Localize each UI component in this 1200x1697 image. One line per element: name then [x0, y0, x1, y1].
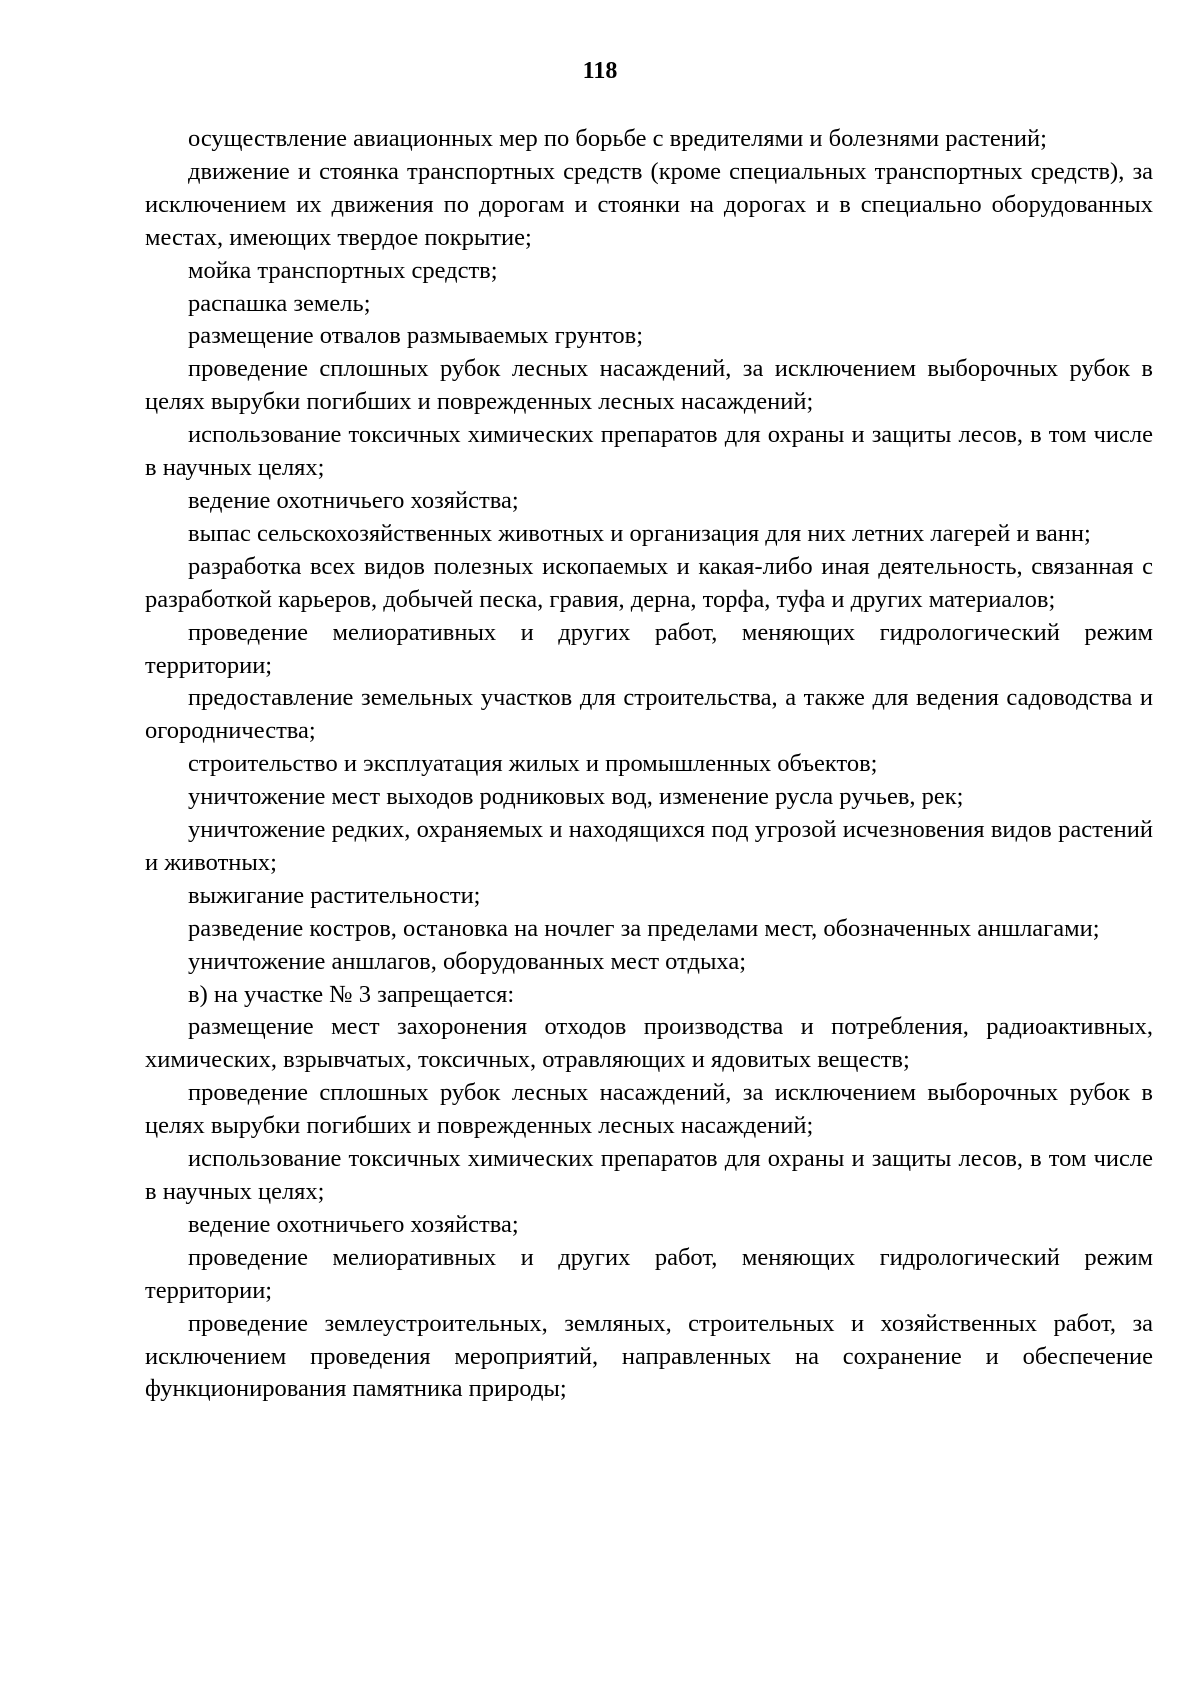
- paragraph: использование токсичных химических препаратов для охраны и защиты лесов, в том числе в научных целях;: [145, 421, 1153, 482]
- paragraph: ведение охотничьего хозяйства;: [188, 1210, 519, 1238]
- paragraph: уничтожение редких, охраняемых и находящихся под угрозой исчезновения видов растений и животных;: [145, 816, 1153, 876]
- paragraph: размещение мест захоронения отходов производства и потребления, радиоактивных, химических, взрывчатых, токсичных, отравляющих и ядовитых веществ;: [145, 1013, 1153, 1074]
- paragraph: мойка транспортных средств;: [188, 256, 498, 284]
- section-heading: в) на участке № 3 запрещается:: [188, 980, 515, 1008]
- paragraph: использование токсичных химических препаратов для охраны и защиты лесов, в том числе в научных целях;: [145, 1145, 1153, 1205]
- paragraph: проведение сплошных рубок лесных насаждений, за исключением выборочных рубок в целях вырубки погибших и поврежденных лесных насаждений;: [145, 355, 1153, 416]
- document-body: [145, 123, 1153, 1406]
- paragraph: уничтожение аншлагов, оборудованных мест отдыха;: [188, 947, 747, 975]
- paragraph: проведение землеустроительных, земляных, строительных и хозяйственных работ, за исключением проведения мероприятий, направленных на сохранение и обеспечение функционирования памятника природы;: [145, 1309, 1153, 1403]
- paragraph: движение и стоянка транспортных средств (кроме специальных транспортных средств), за исключением их движения по дорогам и стоянки на дорогах и в специально оборудованных местах, имеющих твердое покрытие;: [145, 157, 1153, 251]
- page-number: 118: [582, 58, 618, 84]
- paragraph: выпас сельскохозяйственных животных и организация для них летних лагерей и ванн;: [188, 519, 1091, 547]
- paragraph: ведение охотничьего хозяйства;: [188, 486, 519, 514]
- paragraph: выжигание растительности;: [188, 881, 481, 909]
- paragraph: разведение костров, остановка на ночлег за пределами мест, обозначенных аншлагами;: [188, 914, 1100, 942]
- paragraph: проведение мелиоративных и других работ, меняющих гидрологический режим территории;: [145, 1243, 1153, 1304]
- paragraph: разработка всех видов полезных ископаемых и какая-либо иная деятельность, связанная с разработкой карьеров, добычей песка, гравия, дерна, торфа, туфа и других материалов;: [145, 552, 1153, 613]
- paragraph: осуществление авиационных мер по борьбе с вредителями и болезнями растений;: [188, 125, 1047, 152]
- paragraph: размещение отвалов размываемых грунтов;: [188, 322, 644, 350]
- paragraph: распашка земель;: [188, 289, 371, 317]
- paragraph: уничтожение мест выходов родниковых вод, изменение русла ручьев, рек;: [188, 783, 964, 811]
- paragraph: проведение сплошных рубок лесных насаждений, за исключением выборочных рубок в целях вырубки погибших и поврежденных лесных насаждений;: [145, 1079, 1153, 1140]
- paragraph: проведение мелиоративных и других работ, меняющих гидрологический режим территории;: [145, 618, 1153, 679]
- paragraph: предоставление земельных участков для строительства, а также для ведения садоводства и огородничества;: [145, 684, 1153, 745]
- paragraph: строительство и эксплуатация жилых и промышленных объектов;: [188, 750, 878, 778]
